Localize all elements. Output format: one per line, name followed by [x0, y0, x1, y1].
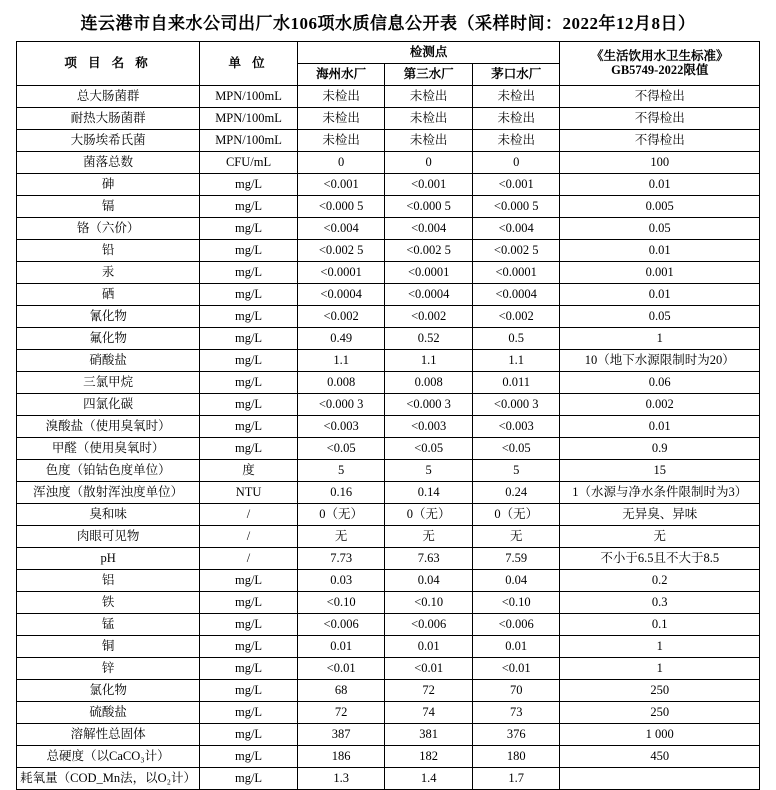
cell-unit: mg/L: [200, 592, 298, 614]
cell-standard-limit: 1 000: [560, 724, 760, 746]
cell-value-plant-3: <0.000 3: [472, 394, 560, 416]
cell-value-plant-2: 7.63: [385, 548, 473, 570]
cell-unit: MPN/100mL: [200, 130, 298, 152]
table-row: [17, 548, 760, 570]
column-header-name: 项 目 名 称: [17, 42, 200, 86]
cell-value-plant-1: 未检出: [297, 108, 385, 130]
cell-value-plant-3: 无: [472, 526, 560, 548]
cell-value-plant-1: <0.003: [297, 416, 385, 438]
cell-unit: mg/L: [200, 768, 298, 790]
cell-value-plant-3: <0.004: [472, 218, 560, 240]
water-quality-table: [16, 41, 760, 790]
cell-item-name: 耗氧量（COD_Mn法，以O₂计）: [17, 768, 200, 790]
cell-item-name: 锌: [17, 658, 200, 680]
cell-item-name: 镉: [17, 196, 200, 218]
cell-value-plant-3: 未检出: [472, 86, 560, 108]
cell-item-name: 溶解性总固体: [17, 724, 200, 746]
cell-item-name: 色度（铂钴色度单位）: [17, 460, 200, 482]
cell-value-plant-1: 7.73: [297, 548, 385, 570]
table-row: [17, 262, 760, 284]
cell-unit: mg/L: [200, 394, 298, 416]
cell-standard-limit: 0.05: [560, 218, 760, 240]
cell-value-plant-2: <0.000 5: [385, 196, 473, 218]
cell-item-name: 四氯化碳: [17, 394, 200, 416]
cell-value-plant-2: <0.10: [385, 592, 473, 614]
cell-value-plant-3: 180: [472, 746, 560, 768]
cell-item-name: 铅: [17, 240, 200, 262]
column-header-unit: 单 位: [200, 42, 298, 86]
cell-value-plant-2: 72: [385, 680, 473, 702]
cell-value-plant-1: 未检出: [297, 86, 385, 108]
table-row: [17, 416, 760, 438]
cell-standard-limit: 0.01: [560, 284, 760, 306]
cell-value-plant-3: <0.01: [472, 658, 560, 680]
cell-item-name: 铝: [17, 570, 200, 592]
cell-value-plant-3: 未检出: [472, 108, 560, 130]
cell-value-plant-2: 0.14: [385, 482, 473, 504]
cell-unit: mg/L: [200, 196, 298, 218]
cell-item-name: 汞: [17, 262, 200, 284]
cell-value-plant-2: <0.05: [385, 438, 473, 460]
cell-value-plant-1: <0.002: [297, 306, 385, 328]
cell-item-name: 三氯甲烷: [17, 372, 200, 394]
cell-value-plant-2: <0.003: [385, 416, 473, 438]
table-row: [17, 108, 760, 130]
cell-value-plant-3: 1.7: [472, 768, 560, 790]
cell-standard-limit: 不小于6.5且不大于8.5: [560, 548, 760, 570]
column-header-standard: [560, 42, 760, 86]
cell-value-plant-2: 182: [385, 746, 473, 768]
table-row: [17, 306, 760, 328]
cell-standard-limit: 450: [560, 746, 760, 768]
cell-standard-limit: 不得检出: [560, 130, 760, 152]
cell-value-plant-1: 72: [297, 702, 385, 724]
cell-value-plant-3: 0.5: [472, 328, 560, 350]
cell-unit: NTU: [200, 482, 298, 504]
cell-standard-limit: 0.01: [560, 174, 760, 196]
cell-item-name: 氯化物: [17, 680, 200, 702]
cell-unit: /: [200, 548, 298, 570]
cell-unit: MPN/100mL: [200, 86, 298, 108]
cell-value-plant-2: <0.001: [385, 174, 473, 196]
cell-item-name: 铁: [17, 592, 200, 614]
cell-standard-limit: 0.01: [560, 240, 760, 262]
cell-unit: mg/L: [200, 614, 298, 636]
cell-value-plant-2: 无: [385, 526, 473, 548]
cell-value-plant-3: <0.002: [472, 306, 560, 328]
cell-item-name: 砷: [17, 174, 200, 196]
table-row: [17, 482, 760, 504]
cell-standard-limit: 0.001: [560, 262, 760, 284]
cell-value-plant-3: <0.006: [472, 614, 560, 636]
cell-value-plant-3: 5: [472, 460, 560, 482]
cell-standard-limit: 250: [560, 680, 760, 702]
table-row: [17, 394, 760, 416]
cell-value-plant-2: <0.000 3: [385, 394, 473, 416]
page-title: 连云港市自来水公司出厂水106项水质信息公开表（采样时间：2022年12月8日）: [80, 14, 696, 33]
table-row: [17, 350, 760, 372]
cell-value-plant-1: <0.0004: [297, 284, 385, 306]
cell-item-name: 总大肠菌群: [17, 86, 200, 108]
cell-value-plant-1: 0.03: [297, 570, 385, 592]
cell-value-plant-3: <0.10: [472, 592, 560, 614]
cell-unit: mg/L: [200, 218, 298, 240]
cell-unit: mg/L: [200, 746, 298, 768]
cell-standard-limit: 10（地下水源限制时为20）: [560, 350, 760, 372]
cell-unit: mg/L: [200, 438, 298, 460]
cell-value-plant-1: 0.16: [297, 482, 385, 504]
cell-value-plant-3: 0（无）: [472, 504, 560, 526]
cell-unit: mg/L: [200, 328, 298, 350]
cell-unit: mg/L: [200, 702, 298, 724]
cell-value-plant-1: <0.05: [297, 438, 385, 460]
cell-item-name: 菌落总数: [17, 152, 200, 174]
cell-value-plant-1: 1.1: [297, 350, 385, 372]
cell-standard-limit: 不得检出: [560, 108, 760, 130]
cell-value-plant-3: <0.000 5: [472, 196, 560, 218]
column-header-plant-1: 海州水厂: [297, 64, 385, 86]
cell-item-name: 铜: [17, 636, 200, 658]
cell-value-plant-1: 0（无）: [297, 504, 385, 526]
cell-value-plant-1: 0.49: [297, 328, 385, 350]
cell-value-plant-3: <0.0001: [472, 262, 560, 284]
cell-value-plant-1: 5: [297, 460, 385, 482]
cell-value-plant-3: 73: [472, 702, 560, 724]
cell-item-name: 臭和味: [17, 504, 200, 526]
table-row: [17, 284, 760, 306]
cell-item-name: pH: [17, 548, 200, 570]
table-row: [17, 174, 760, 196]
table-row: [17, 768, 760, 790]
cell-item-name: 肉眼可见物: [17, 526, 200, 548]
cell-standard-limit: 0.2: [560, 570, 760, 592]
cell-value-plant-1: 1.3: [297, 768, 385, 790]
table-row: [17, 152, 760, 174]
table-row: [17, 218, 760, 240]
cell-unit: mg/L: [200, 570, 298, 592]
cell-unit: mg/L: [200, 372, 298, 394]
cell-value-plant-2: 0.52: [385, 328, 473, 350]
cell-value-plant-3: 1.1: [472, 350, 560, 372]
cell-value-plant-2: 1.4: [385, 768, 473, 790]
column-header-plant-2: 第三水厂: [385, 64, 473, 86]
cell-unit: mg/L: [200, 240, 298, 262]
table-row: [17, 636, 760, 658]
cell-value-plant-2: 5: [385, 460, 473, 482]
cell-unit: 度: [200, 460, 298, 482]
table-row: [17, 592, 760, 614]
cell-value-plant-1: 0: [297, 152, 385, 174]
cell-value-plant-3: <0.002 5: [472, 240, 560, 262]
cell-standard-limit: 1: [560, 328, 760, 350]
cell-value-plant-3: 7.59: [472, 548, 560, 570]
cell-value-plant-3: 0.011: [472, 372, 560, 394]
cell-item-name: 硝酸盐: [17, 350, 200, 372]
cell-value-plant-2: <0.0004: [385, 284, 473, 306]
table-row: [17, 196, 760, 218]
cell-value-plant-1: 68: [297, 680, 385, 702]
cell-value-plant-2: 381: [385, 724, 473, 746]
cell-standard-limit: 不得检出: [560, 86, 760, 108]
cell-item-name: 总硬度（以CaCO₃计）: [17, 746, 200, 768]
cell-standard-limit: 无异臭、异味: [560, 504, 760, 526]
cell-value-plant-3: <0.003: [472, 416, 560, 438]
standard-title-line2: GB5749-2022限值: [611, 62, 709, 77]
cell-standard-limit: 1: [560, 636, 760, 658]
cell-value-plant-3: 0.24: [472, 482, 560, 504]
cell-value-plant-2: <0.002: [385, 306, 473, 328]
standard-title-line1: 《生活饮用水卫生标准》: [590, 49, 729, 64]
cell-standard-limit: 0.1: [560, 614, 760, 636]
cell-value-plant-2: <0.004: [385, 218, 473, 240]
cell-value-plant-1: <0.006: [297, 614, 385, 636]
table-body: [17, 86, 760, 790]
cell-value-plant-2: 0: [385, 152, 473, 174]
table-row: [17, 86, 760, 108]
table-row: [17, 328, 760, 350]
cell-value-plant-3: 0: [472, 152, 560, 174]
cell-standard-limit: 0.3: [560, 592, 760, 614]
cell-value-plant-2: 0.01: [385, 636, 473, 658]
cell-item-name: 溴酸盐（使用臭氧时）: [17, 416, 200, 438]
cell-value-plant-3: 0.01: [472, 636, 560, 658]
cell-item-name: 氰化物: [17, 306, 200, 328]
cell-item-name: 硒: [17, 284, 200, 306]
cell-item-name: 甲醛（使用臭氧时）: [17, 438, 200, 460]
cell-unit: /: [200, 526, 298, 548]
cell-value-plant-1: <0.001: [297, 174, 385, 196]
table-row: [17, 130, 760, 152]
table-row: [17, 702, 760, 724]
column-header-detect-points: 检测点: [297, 42, 560, 64]
cell-unit: CFU/mL: [200, 152, 298, 174]
cell-value-plant-2: 0（无）: [385, 504, 473, 526]
cell-unit: MPN/100mL: [200, 108, 298, 130]
cell-unit: mg/L: [200, 350, 298, 372]
cell-value-plant-1: <0.002 5: [297, 240, 385, 262]
cell-unit: mg/L: [200, 262, 298, 284]
cell-value-plant-2: 1.1: [385, 350, 473, 372]
cell-unit: mg/L: [200, 174, 298, 196]
cell-value-plant-2: 未检出: [385, 108, 473, 130]
cell-value-plant-3: <0.05: [472, 438, 560, 460]
cell-value-plant-2: <0.006: [385, 614, 473, 636]
cell-value-plant-3: <0.0004: [472, 284, 560, 306]
cell-standard-limit: 100: [560, 152, 760, 174]
cell-value-plant-3: 70: [472, 680, 560, 702]
cell-value-plant-3: <0.001: [472, 174, 560, 196]
cell-value-plant-2: <0.0001: [385, 262, 473, 284]
cell-standard-limit: 0.06: [560, 372, 760, 394]
cell-standard-limit: 0.9: [560, 438, 760, 460]
cell-unit: mg/L: [200, 724, 298, 746]
table-header: [17, 42, 760, 86]
cell-unit: mg/L: [200, 680, 298, 702]
table-row: [17, 240, 760, 262]
cell-value-plant-1: 0.01: [297, 636, 385, 658]
table-row: [17, 570, 760, 592]
cell-value-plant-1: 0.008: [297, 372, 385, 394]
cell-unit: mg/L: [200, 306, 298, 328]
cell-value-plant-3: 0.04: [472, 570, 560, 592]
cell-item-name: 锰: [17, 614, 200, 636]
table-row: [17, 658, 760, 680]
cell-item-name: 耐热大肠菌群: [17, 108, 200, 130]
cell-unit: mg/L: [200, 636, 298, 658]
cell-value-plant-1: <0.01: [297, 658, 385, 680]
cell-value-plant-2: 未检出: [385, 130, 473, 152]
cell-value-plant-2: 74: [385, 702, 473, 724]
cell-standard-limit: 1（水源与净水条件限制时为3）: [560, 482, 760, 504]
table-row: [17, 746, 760, 768]
cell-standard-limit: 1: [560, 658, 760, 680]
column-header-plant-3: 茅口水厂: [472, 64, 560, 86]
cell-value-plant-1: 186: [297, 746, 385, 768]
table-row: [17, 460, 760, 482]
cell-item-name: 铬（六价）: [17, 218, 200, 240]
cell-standard-limit: 15: [560, 460, 760, 482]
cell-value-plant-2: 未检出: [385, 86, 473, 108]
cell-standard-limit: 0.002: [560, 394, 760, 416]
cell-value-plant-1: 387: [297, 724, 385, 746]
cell-value-plant-1: <0.0001: [297, 262, 385, 284]
cell-item-name: 浑浊度（散射浑浊度单位）: [17, 482, 200, 504]
table-row: [17, 372, 760, 394]
cell-value-plant-1: <0.000 5: [297, 196, 385, 218]
cell-value-plant-3: 未检出: [472, 130, 560, 152]
cell-unit: mg/L: [200, 416, 298, 438]
cell-item-name: 大肠埃希氏菌: [17, 130, 200, 152]
cell-unit: mg/L: [200, 284, 298, 306]
cell-value-plant-1: <0.000 3: [297, 394, 385, 416]
cell-value-plant-2: 0.04: [385, 570, 473, 592]
table-row: [17, 504, 760, 526]
table-row: [17, 724, 760, 746]
cell-value-plant-1: <0.004: [297, 218, 385, 240]
cell-standard-limit: 250: [560, 702, 760, 724]
cell-value-plant-3: 376: [472, 724, 560, 746]
table-row: [17, 438, 760, 460]
cell-value-plant-2: 0.008: [385, 372, 473, 394]
cell-value-plant-2: <0.002 5: [385, 240, 473, 262]
cell-item-name: 氟化物: [17, 328, 200, 350]
cell-item-name: 硫酸盐: [17, 702, 200, 724]
cell-unit: mg/L: [200, 658, 298, 680]
table-row: [17, 614, 760, 636]
table-row: [17, 680, 760, 702]
table-row: [17, 526, 760, 548]
cell-value-plant-1: <0.10: [297, 592, 385, 614]
header-row-1: [17, 42, 760, 64]
cell-value-plant-2: <0.01: [385, 658, 473, 680]
cell-unit: /: [200, 504, 298, 526]
cell-standard-limit: 无: [560, 526, 760, 548]
cell-value-plant-1: 无: [297, 526, 385, 548]
cell-standard-limit: 0.05: [560, 306, 760, 328]
cell-standard-limit: 0.005: [560, 196, 760, 218]
cell-standard-limit: [560, 768, 760, 790]
cell-value-plant-1: 未检出: [297, 130, 385, 152]
cell-standard-limit: 0.01: [560, 416, 760, 438]
